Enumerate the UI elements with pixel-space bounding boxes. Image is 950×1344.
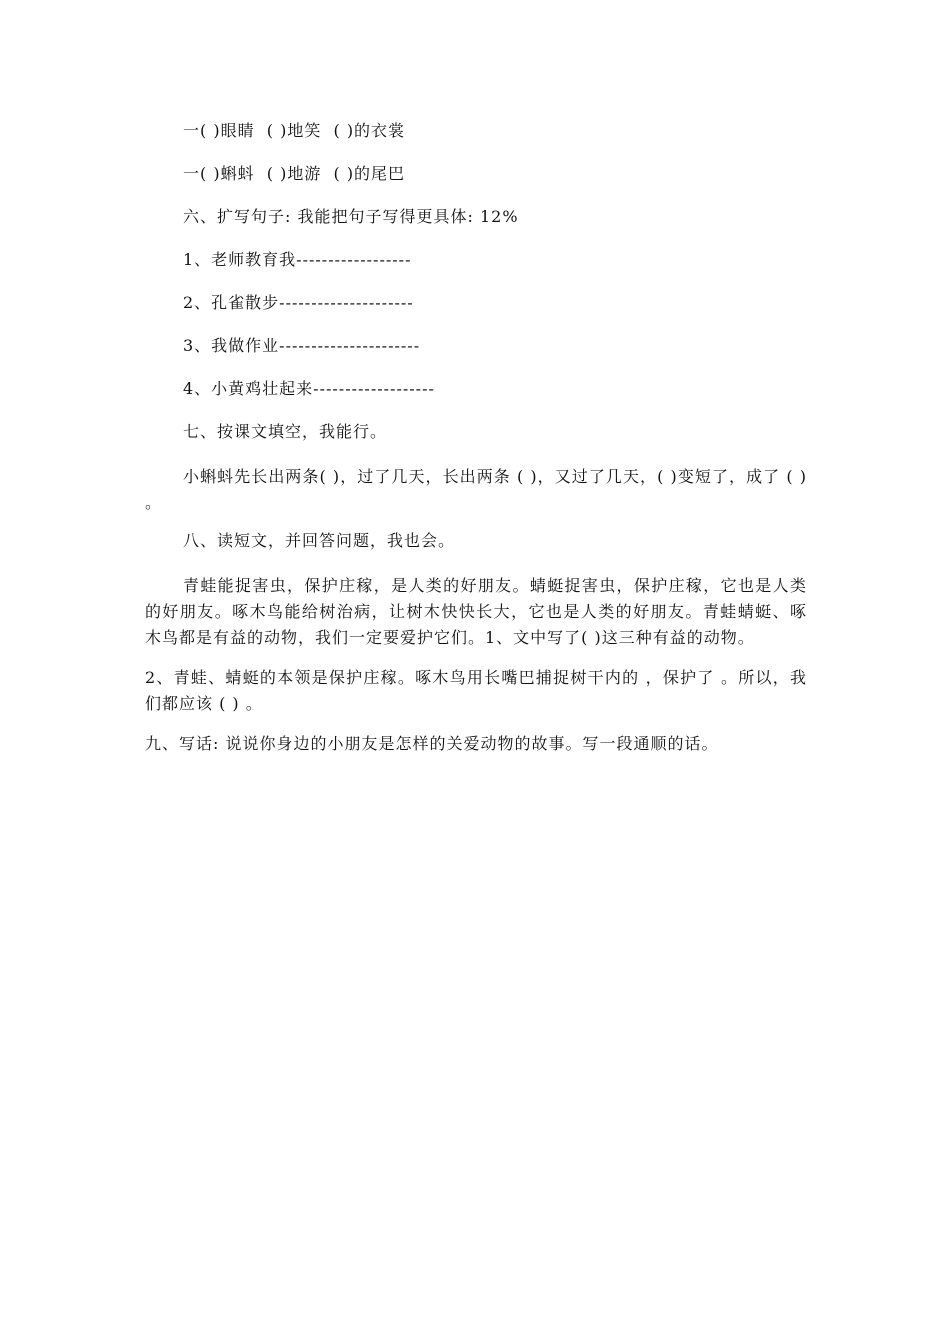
section-8-heading: 八、读短文，并回答问题，我也会。 <box>183 531 456 550</box>
word-fill-line-2: 一( )蝌蚪 ( )地游 ( )的尾巴 <box>183 164 406 183</box>
section-6-item-4: 4、小黄鸡壮起来------------------- <box>183 379 435 398</box>
section-9-heading: 九、写话: 说说你身边的小朋友是怎样的关爱动物的故事。写一段通顺的话。 <box>145 734 719 753</box>
word-fill-line-1: 一( )眼睛 ( )地笑 ( )的衣裳 <box>183 121 406 140</box>
section-7-heading: 七、按课文填空，我能行。 <box>183 422 388 441</box>
section-8-question-2: 2、青蛙、蜻蜓的本领是保护庄稼。啄木鸟用长嘴巴捕捉树干内的 ，保护了 。所以，我们都应该 ( ) 。 <box>145 668 807 713</box>
section-7-fill-text: 小蝌蚪先长出两条( )，过了几天，长出两条 ( )，又过了几天，( )变短了，成了 ( ) 。 <box>145 467 807 512</box>
worksheet-page <box>145 120 807 757</box>
section-6-heading: 六、扩写句子: 我能把句子写得更具体: 12% <box>183 207 519 226</box>
section-6-item-1: 1、老师教育我------------------ <box>183 250 412 269</box>
section-8-passage: 青蛙能捉害虫，保护庄稼，是人类的好朋友。蜻蜓捉害虫，保护庄稼，它也是人类的好朋友。啄木鸟能给树治病，让树木快快长大，它也是人类的好朋友。青蛙蜻蜓、啄木鸟都是有益的动物，我们一定要爱护它们。1、文中写了( )这三种有益的动物。 <box>145 576 807 647</box>
section-6-item-3: 3、我做作业---------------------- <box>183 336 421 355</box>
section-6-item-2: 2、孔雀散步--------------------- <box>183 293 414 312</box>
